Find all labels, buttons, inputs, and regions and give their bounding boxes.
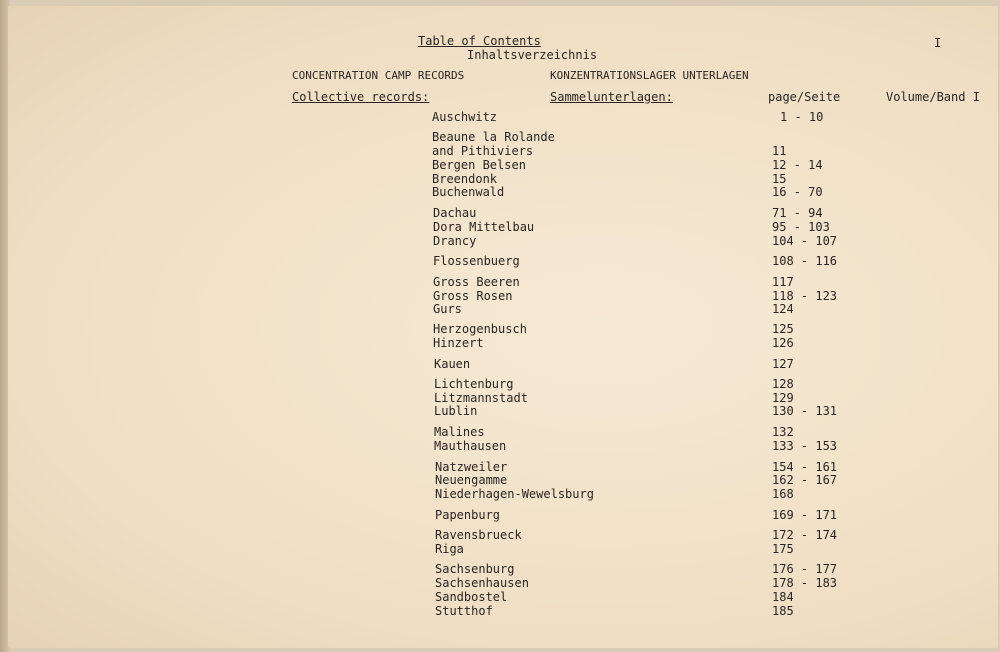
section-numeral: I xyxy=(934,36,942,50)
entry-pages: 95 - 103 xyxy=(772,220,830,234)
entry-pages: 118 - 123 xyxy=(772,289,838,303)
entry-name: Gurs xyxy=(433,302,462,316)
entry-pages: 12 - 14 xyxy=(772,158,823,172)
entry-pages: 185 xyxy=(772,604,794,618)
entry-name: Dora Mittelbau xyxy=(433,220,535,234)
entry-name: Gross Rosen xyxy=(433,289,513,303)
entry-name: Hinzert xyxy=(433,336,484,350)
entry-pages: 117 xyxy=(772,275,794,289)
entry-pages: 129 xyxy=(772,391,794,405)
entry-pages: 15 xyxy=(772,172,787,186)
entry-pages: 162 - 167 xyxy=(772,473,838,487)
entry-name: Lublin xyxy=(434,404,478,418)
entry-pages: 125 xyxy=(772,322,794,336)
entry-name: Sachsenhausen xyxy=(435,576,529,590)
entry-pages: 154 - 161 xyxy=(772,460,838,474)
entry-pages: 172 - 174 xyxy=(772,528,838,542)
entry-name: Bergen Belsen xyxy=(432,158,526,172)
entry-pages: 132 xyxy=(772,425,794,439)
entry-pages: 124 xyxy=(772,302,794,316)
entry-name: Flossenbuerg xyxy=(433,254,520,268)
entry-pages: 168 xyxy=(772,487,794,501)
entry-name: Beaune la Rolande xyxy=(432,130,555,144)
entry-pages: 128 xyxy=(772,377,794,391)
entry-name: Niederhagen-Wewelsburg xyxy=(435,487,594,501)
entry-pages: 1 - 10 xyxy=(780,110,824,124)
subheading-english: Collective records: xyxy=(292,90,430,104)
entry-name: Herzogenbusch xyxy=(433,322,527,336)
entry-pages: 178 - 183 xyxy=(772,576,838,590)
entry-name: Mauthausen xyxy=(434,439,507,453)
entry-name: Papenburg xyxy=(435,508,501,522)
volume-label: Volume/Band I xyxy=(886,90,980,104)
entry-name: Lichtenburg xyxy=(434,377,514,391)
entry-pages: 184 xyxy=(772,590,794,604)
subheading-german: Sammelunterlagen: xyxy=(550,90,673,104)
entry-name: Malines xyxy=(434,425,485,439)
entry-name: Kauen xyxy=(434,357,471,371)
entry-name: Natzweiler xyxy=(435,460,508,474)
page-column-label: page/Seite xyxy=(768,90,841,104)
entry-pages: 175 xyxy=(772,542,794,556)
entry-name: Sandbostel xyxy=(435,590,508,604)
entry-pages: 11 xyxy=(772,144,787,158)
entry-name: Sachsenburg xyxy=(435,562,515,576)
entry-pages: 126 xyxy=(772,336,794,350)
entry-name: Ravensbrueck xyxy=(435,528,522,542)
entry-pages: 130 - 131 xyxy=(772,404,838,418)
entry-name: Riga xyxy=(435,542,464,556)
heading-german: KONZENTRATIONSLAGER UNTERLAGEN xyxy=(550,69,749,82)
document-title: Table of Contents xyxy=(418,34,541,48)
entry-name: Breendonk xyxy=(432,172,498,186)
entry-pages: 176 - 177 xyxy=(772,562,838,576)
entry-pages: 71 - 94 xyxy=(772,206,823,220)
entry-name: Auschwitz xyxy=(432,110,498,124)
entry-name: Drancy xyxy=(433,234,477,248)
entry-name: Dachau xyxy=(433,206,477,220)
document-subtitle: Inhaltsverzeichnis xyxy=(467,48,598,62)
entry-pages: 108 - 116 xyxy=(772,254,838,268)
entry-pages: 133 - 153 xyxy=(772,439,838,453)
entry-name: Litzmannstadt xyxy=(434,391,528,405)
entry-name: Gross Beeren xyxy=(433,275,520,289)
entry-pages: 16 - 70 xyxy=(772,185,823,199)
entry-name: Stutthof xyxy=(435,604,493,618)
entry-pages: 169 - 171 xyxy=(772,508,838,522)
entry-name: and Pithiviers xyxy=(432,144,534,158)
entry-name: Neuengamme xyxy=(435,473,508,487)
heading-english: CONCENTRATION CAMP RECORDS xyxy=(292,69,465,82)
entry-pages: 127 xyxy=(772,357,794,371)
entry-pages: 104 - 107 xyxy=(772,234,838,248)
entry-name: Buchenwald xyxy=(432,185,505,199)
